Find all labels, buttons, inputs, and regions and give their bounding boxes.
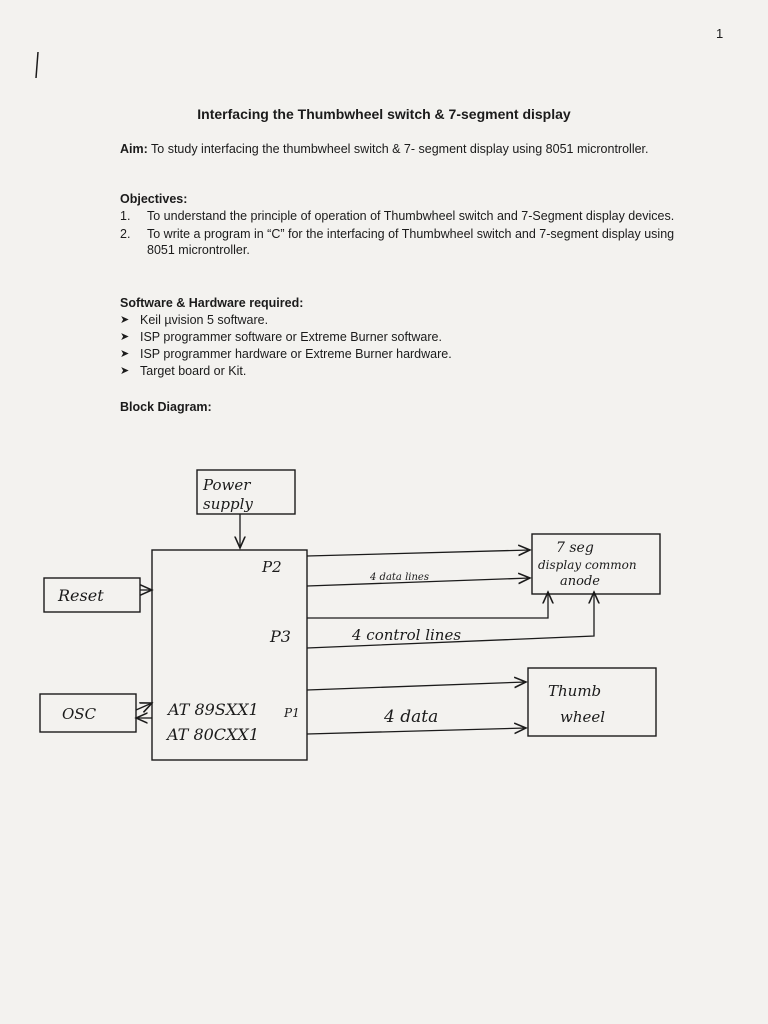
arrow-bullet-icon: ➤ bbox=[120, 365, 130, 377]
mcu-label-line1: AT 89SXX1 bbox=[168, 700, 259, 719]
reset-label: Reset bbox=[58, 586, 104, 605]
requirement-text: ISP programmer hardware or Extreme Burner hardware. bbox=[140, 347, 452, 361]
p2-data-line bbox=[307, 550, 530, 556]
arrow-bullet-icon: ➤ bbox=[120, 314, 130, 326]
port-p1-label: P1 bbox=[284, 706, 300, 720]
aim-label: Aim: bbox=[120, 142, 148, 156]
control-lines-label: 4 control lines bbox=[352, 626, 462, 644]
thumbwheel-label-line2: wheel bbox=[560, 708, 606, 726]
objective-text: To understand the principle of operation of Thumbwheel switch and 7-Segment display devices. bbox=[147, 209, 675, 223]
power-supply-label-line2: supply bbox=[203, 495, 253, 513]
margin-mark bbox=[36, 52, 38, 78]
port-p2-label: P2 bbox=[262, 558, 282, 576]
seven-seg-label-line1: 7 seg bbox=[556, 540, 594, 556]
requirement-text: Target board or Kit. bbox=[140, 364, 247, 378]
thumbwheel-label-line1: Thumb bbox=[548, 682, 602, 700]
seven-seg-label-line2: display common bbox=[538, 558, 637, 572]
objective-text: To write a program in “C” for the interfacing of Thumbwheel switch and 7-segment display using 8051 microntroller. bbox=[147, 227, 675, 257]
objectives-heading: Objectives: bbox=[120, 192, 188, 206]
mcu-label-line2: AT 80CXX1 bbox=[167, 725, 259, 744]
p3-control-line-1 bbox=[307, 592, 548, 618]
arrow-bullet-icon: ➤ bbox=[120, 348, 130, 360]
objective-number: 1. bbox=[120, 209, 131, 223]
page-number: 1 bbox=[716, 26, 724, 41]
port-p3-label: P3 bbox=[270, 627, 291, 646]
page-title: Interfacing the Thumbwheel switch & 7-segment display bbox=[197, 106, 571, 122]
p1-data-line-2 bbox=[307, 728, 526, 734]
objective-number: 2. bbox=[120, 227, 131, 241]
data-lines-label: 4 data lines bbox=[370, 572, 429, 583]
requirements-heading: Software & Hardware required: bbox=[120, 296, 304, 310]
osc-label: OSC bbox=[62, 705, 97, 723]
requirement-text: ISP programmer software or Extreme Burner software. bbox=[140, 330, 442, 344]
block-diagram-heading: Block Diagram: bbox=[120, 400, 212, 414]
aim-text: To study interfacing the thumbwheel switch & 7- segment display using 8051 microntroller. bbox=[147, 142, 649, 156]
osc-arrow-in bbox=[136, 703, 152, 710]
power-supply-label-line1: Power bbox=[203, 476, 251, 494]
requirement-text: Keil µvision 5 software. bbox=[140, 313, 269, 327]
data-label: 4 data bbox=[384, 707, 439, 727]
seven-seg-label-line3: anode bbox=[560, 574, 600, 589]
arrow-bullet-icon: ➤ bbox=[120, 331, 130, 343]
p1-data-line bbox=[307, 682, 526, 690]
